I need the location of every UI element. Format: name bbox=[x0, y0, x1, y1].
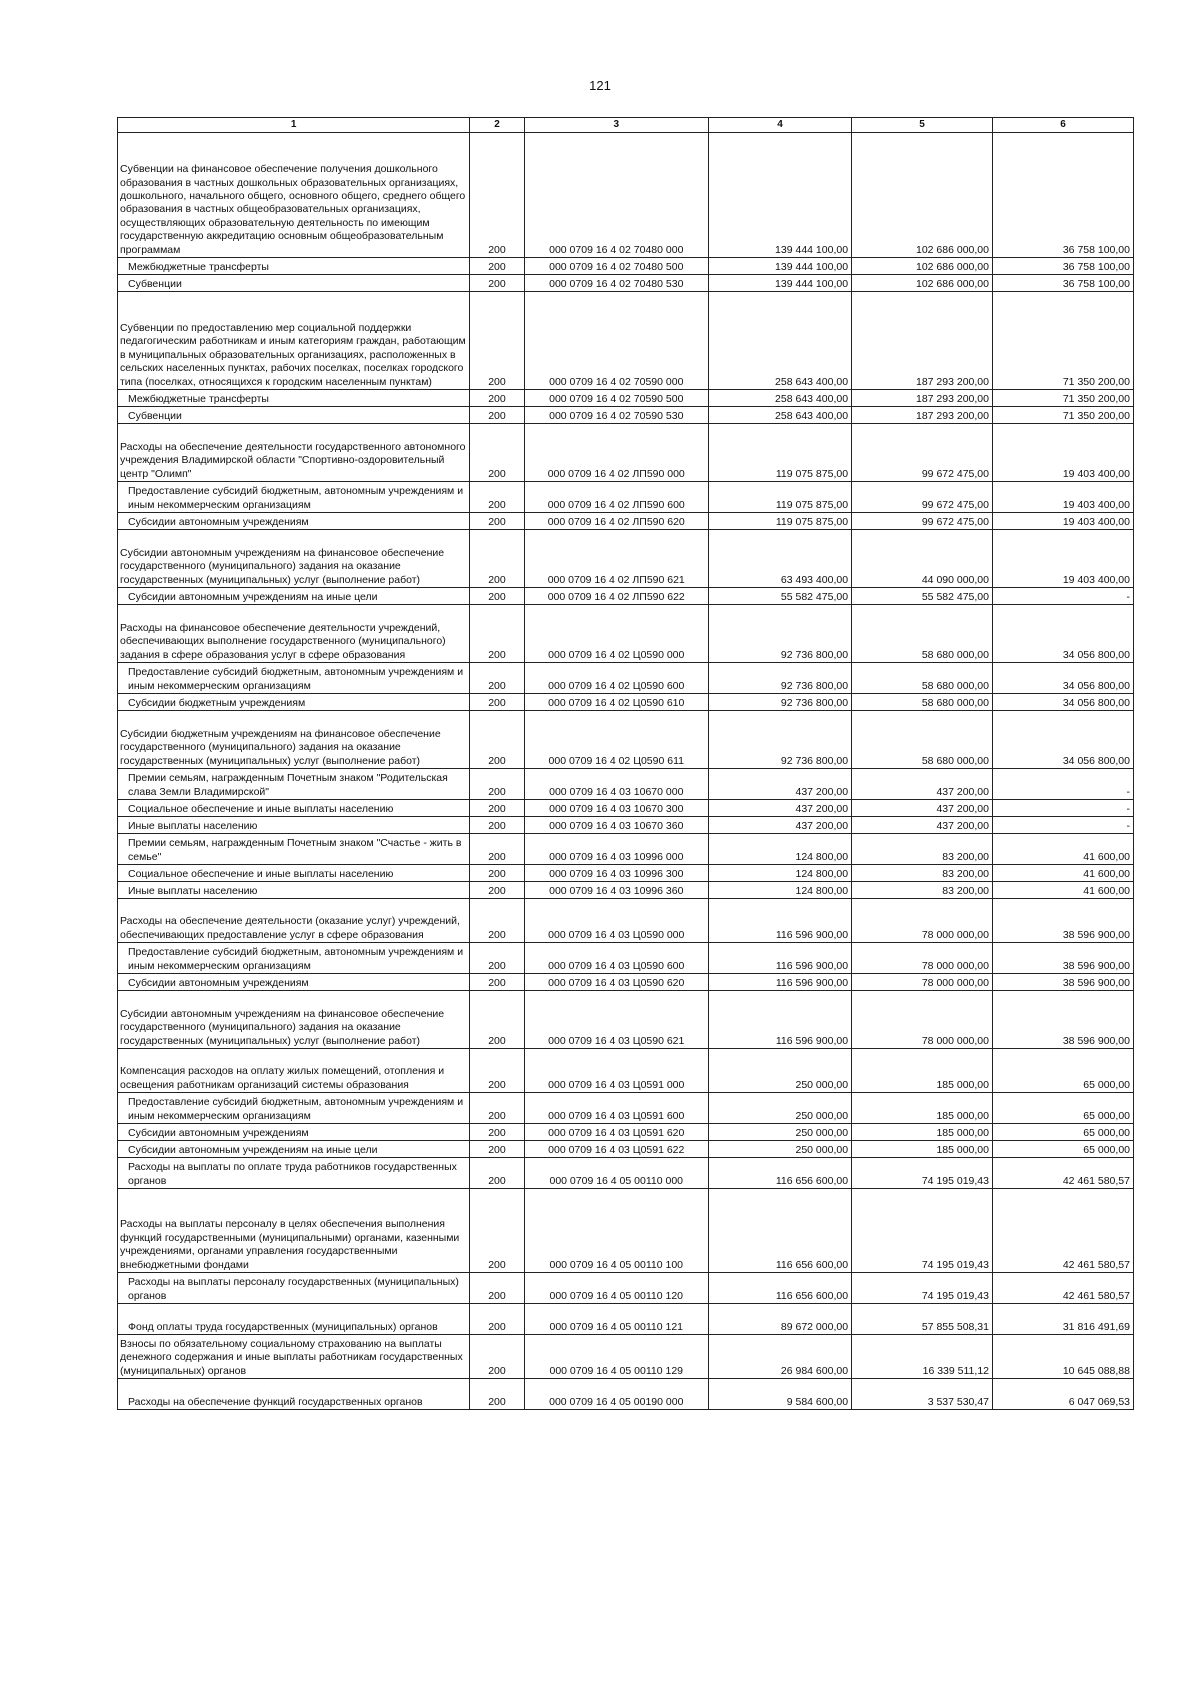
table-row bbox=[118, 711, 1134, 769]
row-code: 200 bbox=[470, 258, 524, 275]
page-number: 121 bbox=[589, 78, 611, 93]
row-amount-col4: 119 075 875,00 bbox=[708, 424, 851, 482]
row-amount-col5: 58 680 000,00 bbox=[852, 694, 993, 711]
row-amount-col4: 116 596 900,00 bbox=[708, 943, 851, 974]
row-amount-col4: 116 596 900,00 bbox=[708, 899, 851, 943]
row-amount-col4: 139 444 100,00 bbox=[708, 275, 851, 292]
table-row bbox=[118, 1304, 1134, 1335]
row-amount-col5: 102 686 000,00 bbox=[852, 133, 993, 258]
row-name: Социальное обеспечение и иные выплаты населению bbox=[118, 865, 470, 882]
row-amount-col4: 139 444 100,00 bbox=[708, 258, 851, 275]
table-row bbox=[118, 407, 1134, 424]
row-amount-col4: 92 736 800,00 bbox=[708, 711, 851, 769]
row-amount-col4: 119 075 875,00 bbox=[708, 482, 851, 513]
row-amount-col4: 250 000,00 bbox=[708, 1124, 851, 1141]
row-code: 200 bbox=[470, 1273, 524, 1304]
row-kbk-code: 000 0709 16 4 05 00110 129 bbox=[524, 1335, 708, 1379]
row-code: 200 bbox=[470, 482, 524, 513]
row-name: Фонд оплаты труда государственных (муниципальных) органов bbox=[118, 1304, 470, 1335]
row-amount-col6: - bbox=[993, 769, 1134, 800]
row-kbk-code: 000 0709 16 4 02 70590 530 bbox=[524, 407, 708, 424]
row-amount-col6: 41 600,00 bbox=[993, 865, 1134, 882]
row-code: 200 bbox=[470, 882, 524, 899]
row-amount-col6: - bbox=[993, 800, 1134, 817]
row-name: Расходы на финансовое обеспечение деятельности учреждений, обеспечивающих выполнение государственного (муниципального) задания в сфере образования услуг в сфере образования bbox=[118, 605, 470, 663]
row-name: Расходы на выплаты персоналу государственных (муниципальных) органов bbox=[118, 1273, 470, 1304]
row-amount-col4: 116 656 600,00 bbox=[708, 1158, 851, 1189]
table-row bbox=[118, 800, 1134, 817]
row-amount-col5: 83 200,00 bbox=[852, 882, 993, 899]
row-amount-col4: 250 000,00 bbox=[708, 1141, 851, 1158]
row-amount-col5: 437 200,00 bbox=[852, 800, 993, 817]
table-row bbox=[118, 1189, 1134, 1273]
row-amount-col4: 437 200,00 bbox=[708, 800, 851, 817]
row-code: 200 bbox=[470, 1189, 524, 1273]
column-number-6: 6 bbox=[993, 118, 1134, 133]
row-amount-col4: 116 656 600,00 bbox=[708, 1189, 851, 1273]
column-number-row bbox=[118, 118, 1134, 133]
row-name: Предоставление субсидий бюджетным, автономным учреждениям и иным некоммерческим организациям bbox=[118, 482, 470, 513]
row-amount-col6: 71 350 200,00 bbox=[993, 292, 1134, 390]
row-amount-col4: 92 736 800,00 bbox=[708, 694, 851, 711]
row-name: Премии семьям, награжденным Почетным знаком "Счастье - жить в семье" bbox=[118, 834, 470, 865]
row-code: 200 bbox=[470, 943, 524, 974]
row-kbk-code: 000 0709 16 4 05 00110 121 bbox=[524, 1304, 708, 1335]
row-kbk-code: 000 0709 16 4 03 Ц0591 620 bbox=[524, 1124, 708, 1141]
row-code: 200 bbox=[470, 817, 524, 834]
row-amount-col6: 36 758 100,00 bbox=[993, 258, 1134, 275]
row-amount-col6: 65 000,00 bbox=[993, 1049, 1134, 1093]
row-amount-col4: 92 736 800,00 bbox=[708, 605, 851, 663]
row-name: Субсидии автономным учреждениям на финансовое обеспечение государственного (муниципального) задания на оказание государственных (муниципальных) услуг (выполнение работ) bbox=[118, 530, 470, 588]
row-code: 200 bbox=[470, 275, 524, 292]
row-amount-col4: 139 444 100,00 bbox=[708, 133, 851, 258]
row-amount-col5: 185 000,00 bbox=[852, 1141, 993, 1158]
row-kbk-code: 000 0709 16 4 02 70480 000 bbox=[524, 133, 708, 258]
table-row bbox=[118, 882, 1134, 899]
row-amount-col6: 34 056 800,00 bbox=[993, 711, 1134, 769]
row-name: Социальное обеспечение и иные выплаты населению bbox=[118, 800, 470, 817]
row-kbk-code: 000 0709 16 4 02 70590 000 bbox=[524, 292, 708, 390]
row-code: 200 bbox=[470, 800, 524, 817]
row-name: Субсидии автономным учреждениям на финансовое обеспечение государственного (муниципального) задания на оказание государственных (муниципальных) услуг (выполнение работ) bbox=[118, 991, 470, 1049]
row-kbk-code: 000 0709 16 4 05 00110 000 bbox=[524, 1158, 708, 1189]
row-name: Субвенции bbox=[118, 407, 470, 424]
row-amount-col4: 63 493 400,00 bbox=[708, 530, 851, 588]
table-row bbox=[118, 530, 1134, 588]
row-amount-col5: 58 680 000,00 bbox=[852, 663, 993, 694]
row-kbk-code: 000 0709 16 4 02 ЛП590 622 bbox=[524, 588, 708, 605]
table-row bbox=[118, 424, 1134, 482]
row-name: Расходы на выплаты персоналу в целях обеспечения выполнения функций государственными (муниципальными) органами, казенными учреждениями, органами управления государственными внебюджетными фондами bbox=[118, 1189, 470, 1273]
row-amount-col6: - bbox=[993, 588, 1134, 605]
row-amount-col4: 258 643 400,00 bbox=[708, 407, 851, 424]
row-amount-col6: 41 600,00 bbox=[993, 882, 1134, 899]
row-code: 200 bbox=[470, 390, 524, 407]
row-amount-col5: 3 537 530,47 bbox=[852, 1379, 993, 1410]
row-name: Расходы на обеспечение деятельности государственного автономного учреждения Владимирской области "Спортивно-оздоровительный центр "Олимп" bbox=[118, 424, 470, 482]
table-row bbox=[118, 1049, 1134, 1093]
row-name: Субсидии автономным учреждениям на иные цели bbox=[118, 588, 470, 605]
row-name: Субвенции по предоставлению мер социальной поддержки педагогическим работникам и иным категориям граждан, работающим в муниципальных образовательных организациях, расположенных в сельских населенных пунктах, рабочих поселках, поселках городского типа (поселках, относящихся к городским населенным пунктам) bbox=[118, 292, 470, 390]
row-amount-col5: 78 000 000,00 bbox=[852, 899, 993, 943]
row-amount-col6: 38 596 900,00 bbox=[993, 899, 1134, 943]
row-amount-col6: 34 056 800,00 bbox=[993, 694, 1134, 711]
row-kbk-code: 000 0709 16 4 03 10996 300 bbox=[524, 865, 708, 882]
row-amount-col5: 83 200,00 bbox=[852, 865, 993, 882]
row-kbk-code: 000 0709 16 4 02 70480 500 bbox=[524, 258, 708, 275]
row-amount-col4: 124 800,00 bbox=[708, 834, 851, 865]
table-row bbox=[118, 1141, 1134, 1158]
row-code: 200 bbox=[470, 834, 524, 865]
table-row bbox=[118, 865, 1134, 882]
table-row bbox=[118, 292, 1134, 390]
row-amount-col5: 187 293 200,00 bbox=[852, 407, 993, 424]
row-code: 200 bbox=[470, 1335, 524, 1379]
row-amount-col5: 99 672 475,00 bbox=[852, 482, 993, 513]
table-row bbox=[118, 991, 1134, 1049]
row-code: 200 bbox=[470, 292, 524, 390]
row-amount-col4: 124 800,00 bbox=[708, 865, 851, 882]
row-amount-col4: 437 200,00 bbox=[708, 817, 851, 834]
row-kbk-code: 000 0709 16 4 03 10996 000 bbox=[524, 834, 708, 865]
table-row bbox=[118, 1124, 1134, 1141]
row-amount-col5: 78 000 000,00 bbox=[852, 974, 993, 991]
table-row bbox=[118, 943, 1134, 974]
table-row bbox=[118, 1273, 1134, 1304]
row-name: Предоставление субсидий бюджетным, автономным учреждениям и иным некоммерческим организациям bbox=[118, 663, 470, 694]
row-amount-col4: 116 596 900,00 bbox=[708, 974, 851, 991]
row-kbk-code: 000 0709 16 4 02 ЛП590 620 bbox=[524, 513, 708, 530]
row-amount-col5: 83 200,00 bbox=[852, 834, 993, 865]
row-amount-col6: 19 403 400,00 bbox=[993, 482, 1134, 513]
row-amount-col4: 437 200,00 bbox=[708, 769, 851, 800]
row-amount-col5: 74 195 019,43 bbox=[852, 1189, 993, 1273]
row-name: Субсидии автономным учреждениям bbox=[118, 513, 470, 530]
row-code: 200 bbox=[470, 513, 524, 530]
row-name: Субсидии бюджетным учреждениям на финансовое обеспечение государственного (муниципального) задания на оказание государственных (муниципальных) услуг (выполнение работ) bbox=[118, 711, 470, 769]
row-amount-col6: 65 000,00 bbox=[993, 1141, 1134, 1158]
row-amount-col6: - bbox=[993, 817, 1134, 834]
row-amount-col6: 34 056 800,00 bbox=[993, 605, 1134, 663]
row-code: 200 bbox=[470, 530, 524, 588]
row-amount-col5: 58 680 000,00 bbox=[852, 605, 993, 663]
row-amount-col4: 119 075 875,00 bbox=[708, 513, 851, 530]
row-amount-col5: 78 000 000,00 bbox=[852, 943, 993, 974]
row-code: 200 bbox=[470, 1049, 524, 1093]
row-kbk-code: 000 0709 16 4 05 00190 000 bbox=[524, 1379, 708, 1410]
row-amount-col4: 124 800,00 bbox=[708, 882, 851, 899]
row-name: Межбюджетные трансферты bbox=[118, 390, 470, 407]
column-number-3: 3 bbox=[524, 118, 708, 133]
row-code: 200 bbox=[470, 769, 524, 800]
row-kbk-code: 000 0709 16 4 03 Ц0590 620 bbox=[524, 974, 708, 991]
row-amount-col6: 71 350 200,00 bbox=[993, 390, 1134, 407]
row-code: 200 bbox=[470, 588, 524, 605]
row-amount-col4: 89 672 000,00 bbox=[708, 1304, 851, 1335]
row-name: Расходы на обеспечение функций государственных органов bbox=[118, 1379, 470, 1410]
table-row bbox=[118, 605, 1134, 663]
row-code: 200 bbox=[470, 1379, 524, 1410]
row-amount-col6: 31 816 491,69 bbox=[993, 1304, 1134, 1335]
row-amount-col6: 36 758 100,00 bbox=[993, 275, 1134, 292]
table-row bbox=[118, 663, 1134, 694]
row-amount-col4: 250 000,00 bbox=[708, 1049, 851, 1093]
budget-table bbox=[117, 117, 1134, 1410]
row-amount-col4: 250 000,00 bbox=[708, 1093, 851, 1124]
table-row bbox=[118, 1335, 1134, 1379]
row-amount-col5: 16 339 511,12 bbox=[852, 1335, 993, 1379]
row-code: 200 bbox=[470, 865, 524, 882]
table-row bbox=[118, 133, 1134, 258]
row-kbk-code: 000 0709 16 4 03 Ц0591 622 bbox=[524, 1141, 708, 1158]
row-kbk-code: 000 0709 16 4 02 70590 500 bbox=[524, 390, 708, 407]
row-amount-col6: 10 645 088,88 bbox=[993, 1335, 1134, 1379]
row-amount-col5: 102 686 000,00 bbox=[852, 258, 993, 275]
column-number-4: 4 bbox=[708, 118, 851, 133]
row-code: 200 bbox=[470, 1124, 524, 1141]
row-code: 200 bbox=[470, 663, 524, 694]
row-name: Субвенции bbox=[118, 275, 470, 292]
row-amount-col5: 78 000 000,00 bbox=[852, 991, 993, 1049]
table-row bbox=[118, 1379, 1134, 1410]
row-name: Субсидии автономным учреждениям на иные цели bbox=[118, 1141, 470, 1158]
row-name: Субвенции на финансовое обеспечение получения дошкольного образования в частных дошкольных образовательных организациях, дошкольного, начального общего, основного общего, среднего общего образования в частных общеобразовательных организациях, осуществляющих образовательную деятельность по имеющим государственную аккредитацию основным общеобразовательным программам bbox=[118, 133, 470, 258]
row-name: Субсидии автономным учреждениям bbox=[118, 1124, 470, 1141]
table-row bbox=[118, 1093, 1134, 1124]
row-amount-col5: 74 195 019,43 bbox=[852, 1158, 993, 1189]
row-kbk-code: 000 0709 16 4 03 Ц0591 000 bbox=[524, 1049, 708, 1093]
row-code: 200 bbox=[470, 991, 524, 1049]
row-amount-col6: 19 403 400,00 bbox=[993, 530, 1134, 588]
row-name: Иные выплаты населению bbox=[118, 882, 470, 899]
row-amount-col6: 38 596 900,00 bbox=[993, 991, 1134, 1049]
table-row bbox=[118, 694, 1134, 711]
row-code: 200 bbox=[470, 1304, 524, 1335]
table-row bbox=[118, 275, 1134, 292]
row-amount-col6: 42 461 580,57 bbox=[993, 1189, 1134, 1273]
row-code: 200 bbox=[470, 133, 524, 258]
row-amount-col5: 55 582 475,00 bbox=[852, 588, 993, 605]
row-amount-col6: 6 047 069,53 bbox=[993, 1379, 1134, 1410]
row-name: Предоставление субсидий бюджетным, автономным учреждениям и иным некоммерческим организациям bbox=[118, 1093, 470, 1124]
table-row bbox=[118, 834, 1134, 865]
row-amount-col4: 92 736 800,00 bbox=[708, 663, 851, 694]
row-amount-col5: 187 293 200,00 bbox=[852, 292, 993, 390]
column-number-1: 1 bbox=[118, 118, 470, 133]
row-code: 200 bbox=[470, 1093, 524, 1124]
row-name: Взносы по обязательному социальному страхованию на выплаты денежного содержания и иные выплаты работникам государственных (муниципальных) органов bbox=[118, 1335, 470, 1379]
row-amount-col6: 19 403 400,00 bbox=[993, 513, 1134, 530]
row-amount-col5: 187 293 200,00 bbox=[852, 390, 993, 407]
table-row bbox=[118, 390, 1134, 407]
table-row bbox=[118, 817, 1134, 834]
row-amount-col4: 9 584 600,00 bbox=[708, 1379, 851, 1410]
row-amount-col5: 74 195 019,43 bbox=[852, 1273, 993, 1304]
row-kbk-code: 000 0709 16 4 02 Ц0590 611 bbox=[524, 711, 708, 769]
row-kbk-code: 000 0709 16 4 05 00110 100 bbox=[524, 1189, 708, 1273]
row-name: Иные выплаты населению bbox=[118, 817, 470, 834]
row-kbk-code: 000 0709 16 4 03 Ц0590 600 bbox=[524, 943, 708, 974]
row-code: 200 bbox=[470, 605, 524, 663]
row-amount-col4: 26 984 600,00 bbox=[708, 1335, 851, 1379]
row-amount-col5: 58 680 000,00 bbox=[852, 711, 993, 769]
row-kbk-code: 000 0709 16 4 02 70480 530 bbox=[524, 275, 708, 292]
row-kbk-code: 000 0709 16 4 02 Ц0590 610 bbox=[524, 694, 708, 711]
row-name: Премии семьям, награжденным Почетным знаком "Родительская слава Земли Владимирской" bbox=[118, 769, 470, 800]
row-amount-col5: 437 200,00 bbox=[852, 769, 993, 800]
row-amount-col6: 42 461 580,57 bbox=[993, 1158, 1134, 1189]
table-row bbox=[118, 769, 1134, 800]
row-code: 200 bbox=[470, 974, 524, 991]
row-name: Расходы на обеспечение деятельности (оказание услуг) учреждений, обеспечивающих предоставление услуг в сфере образования bbox=[118, 899, 470, 943]
table-row bbox=[118, 1158, 1134, 1189]
row-amount-col4: 116 596 900,00 bbox=[708, 991, 851, 1049]
row-amount-col4: 258 643 400,00 bbox=[708, 292, 851, 390]
row-kbk-code: 000 0709 16 4 03 Ц0590 000 bbox=[524, 899, 708, 943]
row-amount-col6: 38 596 900,00 bbox=[993, 974, 1134, 991]
row-amount-col6: 41 600,00 bbox=[993, 834, 1134, 865]
row-amount-col5: 102 686 000,00 bbox=[852, 275, 993, 292]
row-amount-col6: 36 758 100,00 bbox=[993, 133, 1134, 258]
row-kbk-code: 000 0709 16 4 03 10996 360 bbox=[524, 882, 708, 899]
row-amount-col6: 71 350 200,00 bbox=[993, 407, 1134, 424]
row-name: Субсидии автономным учреждениям bbox=[118, 974, 470, 991]
row-amount-col4: 55 582 475,00 bbox=[708, 588, 851, 605]
row-code: 200 bbox=[470, 407, 524, 424]
row-code: 200 bbox=[470, 711, 524, 769]
table-row bbox=[118, 899, 1134, 943]
row-amount-col5: 437 200,00 bbox=[852, 817, 993, 834]
column-number-5: 5 bbox=[852, 118, 993, 133]
row-kbk-code: 000 0709 16 4 03 10670 000 bbox=[524, 769, 708, 800]
table-row bbox=[118, 482, 1134, 513]
row-name: Расходы на выплаты по оплате труда работников государственных органов bbox=[118, 1158, 470, 1189]
row-kbk-code: 000 0709 16 4 03 Ц0590 621 bbox=[524, 991, 708, 1049]
row-name: Межбюджетные трансферты bbox=[118, 258, 470, 275]
row-amount-col6: 38 596 900,00 bbox=[993, 943, 1134, 974]
row-kbk-code: 000 0709 16 4 03 Ц0591 600 bbox=[524, 1093, 708, 1124]
row-kbk-code: 000 0709 16 4 02 Ц0590 000 bbox=[524, 605, 708, 663]
row-amount-col4: 258 643 400,00 bbox=[708, 390, 851, 407]
table-row bbox=[118, 588, 1134, 605]
row-kbk-code: 000 0709 16 4 05 00110 120 bbox=[524, 1273, 708, 1304]
row-kbk-code: 000 0709 16 4 02 ЛП590 600 bbox=[524, 482, 708, 513]
column-number-2: 2 bbox=[470, 118, 524, 133]
row-kbk-code: 000 0709 16 4 03 10670 300 bbox=[524, 800, 708, 817]
row-code: 200 bbox=[470, 694, 524, 711]
row-amount-col5: 57 855 508,31 bbox=[852, 1304, 993, 1335]
table-row bbox=[118, 974, 1134, 991]
row-kbk-code: 000 0709 16 4 02 ЛП590 000 bbox=[524, 424, 708, 482]
row-amount-col5: 185 000,00 bbox=[852, 1124, 993, 1141]
row-amount-col5: 185 000,00 bbox=[852, 1049, 993, 1093]
row-amount-col5: 185 000,00 bbox=[852, 1093, 993, 1124]
row-amount-col5: 99 672 475,00 bbox=[852, 513, 993, 530]
row-amount-col5: 99 672 475,00 bbox=[852, 424, 993, 482]
row-code: 200 bbox=[470, 899, 524, 943]
row-amount-col5: 44 090 000,00 bbox=[852, 530, 993, 588]
row-kbk-code: 000 0709 16 4 03 10670 360 bbox=[524, 817, 708, 834]
row-code: 200 bbox=[470, 424, 524, 482]
table-row bbox=[118, 513, 1134, 530]
row-code: 200 bbox=[470, 1158, 524, 1189]
row-amount-col4: 116 656 600,00 bbox=[708, 1273, 851, 1304]
row-name: Субсидии бюджетным учреждениям bbox=[118, 694, 470, 711]
row-kbk-code: 000 0709 16 4 02 ЛП590 621 bbox=[524, 530, 708, 588]
row-amount-col6: 42 461 580,57 bbox=[993, 1273, 1134, 1304]
row-code: 200 bbox=[470, 1141, 524, 1158]
row-name: Компенсация расходов на оплату жилых помещений, отопления и освещения работникам организаций системы образования bbox=[118, 1049, 470, 1093]
row-amount-col6: 65 000,00 bbox=[993, 1093, 1134, 1124]
table-row bbox=[118, 258, 1134, 275]
row-kbk-code: 000 0709 16 4 02 Ц0590 600 bbox=[524, 663, 708, 694]
row-name: Предоставление субсидий бюджетным, автономным учреждениям и иным некоммерческим организациям bbox=[118, 943, 470, 974]
row-amount-col6: 34 056 800,00 bbox=[993, 663, 1134, 694]
row-amount-col6: 65 000,00 bbox=[993, 1124, 1134, 1141]
row-amount-col6: 19 403 400,00 bbox=[993, 424, 1134, 482]
